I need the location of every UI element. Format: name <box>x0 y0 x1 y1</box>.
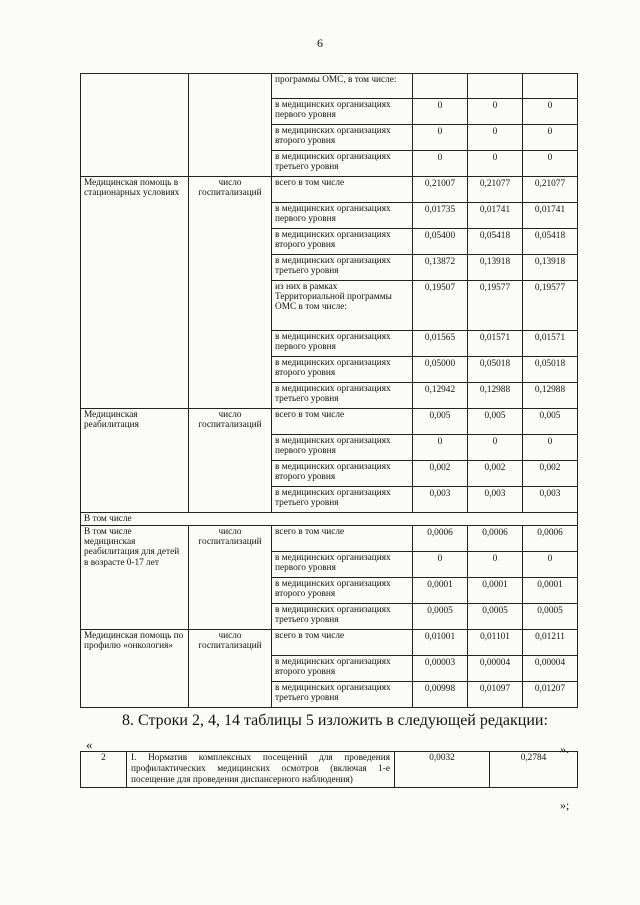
value-cell: 0 <box>413 435 468 461</box>
sub-cell: в медицинских организациях третьего уровня <box>272 682 413 708</box>
value-cell: 0,01001 <box>413 630 468 656</box>
value-cell: 0,002 <box>523 461 578 487</box>
sub-cell: в медицинских организациях первого уровня <box>272 552 413 578</box>
value-cell: 0,05400 <box>413 229 468 255</box>
value-cell: 0 <box>413 151 468 177</box>
value-cell: 0,2784 <box>490 752 578 788</box>
value-cell: 0,002 <box>413 461 468 487</box>
indicator-cell: В том числе медицинская реабилитация для детей в возрасте 0-17 лет <box>81 526 189 630</box>
value-cell: 0,005 <box>523 409 578 435</box>
value-cell: 0,0005 <box>413 604 468 630</box>
unit-cell: число госпитализаций <box>189 526 272 630</box>
section-label-cell: В том числе <box>81 513 578 526</box>
value-cell: 0 <box>468 151 523 177</box>
sub-cell: программы ОМС, в том числе: <box>272 74 413 99</box>
value-cell: 0,05000 <box>413 357 468 383</box>
opening-quote: « <box>86 737 93 752</box>
closing-quote: ». <box>560 742 569 756</box>
value-cell: 0,05418 <box>523 229 578 255</box>
value-cell <box>413 74 468 99</box>
description-cell: I. Норматив комплексных посещений для проведения профилактических медицинских осмотров (включая 1-е посещение для проведения диспансерного наблюдения) <box>127 752 395 788</box>
value-cell: 0,0006 <box>413 526 468 552</box>
sub-cell: в медицинских организациях первого уровня <box>272 331 413 357</box>
value-cell: 0,002 <box>468 461 523 487</box>
unit-cell: число госпитализаций <box>189 409 272 513</box>
value-cell: 0,0001 <box>523 578 578 604</box>
sub-cell: всего в том числе <box>272 409 413 435</box>
value-cell: 0 <box>468 435 523 461</box>
table-row <box>81 74 578 99</box>
value-cell: 0,00004 <box>468 656 523 682</box>
value-cell: 0,005 <box>468 409 523 435</box>
value-cell: 0 <box>413 99 468 125</box>
sub-cell: всего в том числе <box>272 177 413 203</box>
value-cell: 0,00998 <box>413 682 468 708</box>
row-number-cell: 2 <box>81 752 127 788</box>
value-cell: 0,01735 <box>413 203 468 229</box>
unit-cell: число госпитализаций <box>189 630 272 708</box>
value-cell: 0,00003 <box>413 656 468 682</box>
value-cell: 0,19577 <box>468 281 523 331</box>
sub-cell: в медицинских организациях первого уровня <box>272 99 413 125</box>
value-cell: 0,0006 <box>468 526 523 552</box>
hospital-volume-table <box>80 73 578 708</box>
table-row <box>81 409 578 435</box>
unit-cell <box>189 74 272 177</box>
table-row <box>81 177 578 203</box>
table-row <box>81 513 578 526</box>
sub-cell: в медицинских организациях третьего уровня <box>272 383 413 409</box>
indicator-cell: Медицинская реабилитация <box>81 409 189 513</box>
sub-cell: из них в рамках Территориальной программы ОМС в том числе: <box>272 281 413 331</box>
value-cell: 0,01101 <box>468 630 523 656</box>
value-cell: 0,01741 <box>468 203 523 229</box>
sub-cell: всего в том числе <box>272 630 413 656</box>
table-row <box>81 526 578 552</box>
sub-cell: в медицинских организациях второго уровня <box>272 229 413 255</box>
value-cell: 0 <box>468 99 523 125</box>
value-cell: 0,12988 <box>468 383 523 409</box>
sub-cell: в медицинских организациях второго уровня <box>272 461 413 487</box>
page-number: 6 <box>317 36 323 50</box>
value-cell: 0,003 <box>523 487 578 513</box>
sub-cell: в медицинских организациях третьего уровня <box>272 151 413 177</box>
value-cell: 0,0001 <box>413 578 468 604</box>
sub-cell: в медицинских организациях первого уровня <box>272 203 413 229</box>
sub-cell: в медицинских организациях первого уровня <box>272 435 413 461</box>
section-heading: 8. Строки 2, 4, 14 таблицы 5 изложить в следующей редакции: <box>122 712 548 729</box>
value-cell: 0,13918 <box>468 255 523 281</box>
closing-quote: »; <box>560 798 570 812</box>
table-row <box>81 630 578 656</box>
table5-excerpt <box>80 751 578 788</box>
value-cell: 0,05418 <box>468 229 523 255</box>
value-cell: 0,005 <box>413 409 468 435</box>
value-cell: 0,13918 <box>523 255 578 281</box>
sub-cell: в медицинских организациях второго уровня <box>272 357 413 383</box>
value-cell <box>523 74 578 99</box>
value-cell: 0,21007 <box>413 177 468 203</box>
value-cell: 0 <box>523 151 578 177</box>
value-cell: 0,0006 <box>523 526 578 552</box>
value-cell: 0,01097 <box>468 682 523 708</box>
value-cell: 0,12988 <box>523 383 578 409</box>
value-cell: 0 <box>413 125 468 151</box>
value-cell: 0 <box>523 435 578 461</box>
value-cell: 0,00004 <box>523 656 578 682</box>
value-cell: 0 <box>523 552 578 578</box>
value-cell: 0,01207 <box>523 682 578 708</box>
indicator-cell: Медицинская помощь в стационарных условиях <box>81 177 189 409</box>
value-cell: 0,0005 <box>468 604 523 630</box>
value-cell: 0,0005 <box>523 604 578 630</box>
value-cell: 0,003 <box>413 487 468 513</box>
value-cell: 0,01565 <box>413 331 468 357</box>
value-cell: 0 <box>468 552 523 578</box>
sub-cell: в медицинских организациях второго уровня <box>272 125 413 151</box>
unit-cell: число госпитализаций <box>189 177 272 409</box>
sub-cell: в медицинских организациях второго уровня <box>272 578 413 604</box>
indicator-cell: Медицинская помощь по профилю «онкология» <box>81 630 189 708</box>
value-cell: 0,13872 <box>413 255 468 281</box>
value-cell: 0 <box>468 125 523 151</box>
sub-cell: в медицинских организациях третьего уровня <box>272 255 413 281</box>
value-cell: 0,19507 <box>413 281 468 331</box>
value-cell: 0,003 <box>468 487 523 513</box>
indicator-cell <box>81 74 189 177</box>
value-cell: 0,0001 <box>468 578 523 604</box>
value-cell: 0,12942 <box>413 383 468 409</box>
value-cell: 0,21077 <box>523 177 578 203</box>
value-cell <box>468 74 523 99</box>
value-cell: 0,01211 <box>523 630 578 656</box>
value-cell: 0 <box>413 552 468 578</box>
value-cell: 0,05018 <box>523 357 578 383</box>
value-cell: 0 <box>523 99 578 125</box>
sub-cell: в медицинских организациях третьего уровня <box>272 487 413 513</box>
sub-cell: всего в том числе <box>272 526 413 552</box>
value-cell: 0,0032 <box>395 752 490 788</box>
table-row <box>81 752 578 788</box>
value-cell: 0,01571 <box>523 331 578 357</box>
value-cell: 0,05018 <box>468 357 523 383</box>
sub-cell: в медицинских организациях третьего уровня <box>272 604 413 630</box>
value-cell: 0,21077 <box>468 177 523 203</box>
value-cell: 0,01741 <box>523 203 578 229</box>
value-cell: 0 <box>523 125 578 151</box>
sub-cell: в медицинских организациях второго уровня <box>272 656 413 682</box>
value-cell: 0,19577 <box>523 281 578 331</box>
value-cell: 0,01571 <box>468 331 523 357</box>
